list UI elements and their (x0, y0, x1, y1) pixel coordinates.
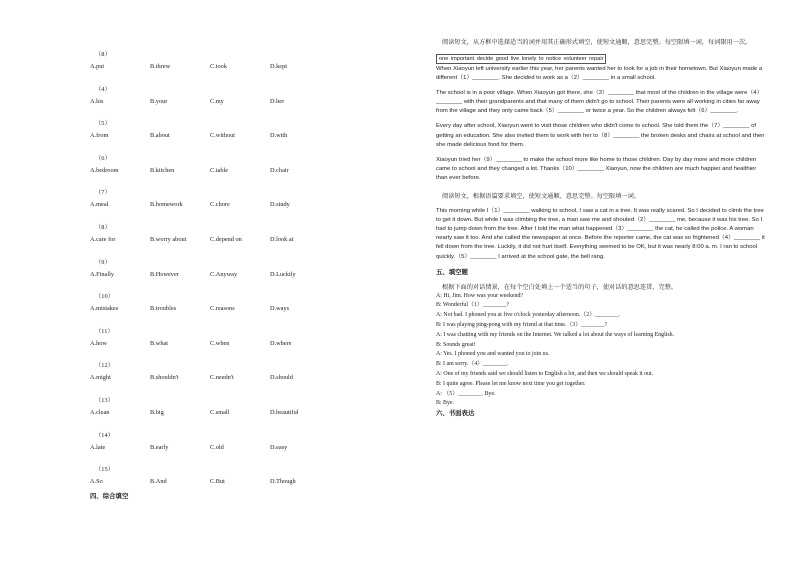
option-c[interactable]: C.took (210, 63, 227, 70)
passage1-instruction: 阅读短文，从方框中选择适当的词并用其正确形式填空，使短文通顺，意思完整。每空限填一词，每词限用一次。 (442, 39, 752, 46)
option-d[interactable]: D.her (270, 97, 285, 105)
option-a[interactable]: A.from (90, 132, 109, 140)
option-b[interactable]: B.worry about (150, 235, 187, 243)
option-row (90, 166, 390, 176)
option-b[interactable]: B.shouldn't (150, 374, 179, 382)
dialogue-line: B: Sounds great! (436, 341, 476, 348)
option-a[interactable]: A.So (90, 478, 103, 486)
option-c[interactable]: C.my (210, 97, 224, 105)
option-a[interactable]: A.might (90, 374, 111, 382)
dialogue-line: A: I was chatting with my friends on the Internet. We talked a lot about the ways of learning English. (436, 331, 675, 338)
question-number: （8） (95, 51, 111, 58)
dialogue-line: A: Hi, Jim. How was your weekend? (436, 292, 524, 299)
passage2-instruction: 阅读短文，根据语篇要求填空，使短文通顺、意思完整。每空限填一词。 (442, 193, 640, 201)
option-row (90, 373, 390, 383)
option-a[interactable]: A.put (90, 63, 105, 70)
option-b[interactable]: B.kitchen (150, 166, 175, 174)
dialogue-line: B: Wonderful（1）________? (436, 302, 509, 309)
question-number: （8） (95, 223, 111, 231)
dialogue-line: B: I quite agree. Please let me know next time you get together. (436, 380, 586, 387)
question-block (90, 117, 390, 152)
option-row (90, 200, 390, 210)
option-row (90, 339, 390, 349)
dialogue-line: B: Bye. (436, 400, 454, 407)
option-c[interactable]: C.Anyway (210, 270, 238, 278)
option-d[interactable]: D.kept (270, 63, 287, 70)
option-a[interactable]: A.Finally (90, 270, 114, 278)
option-b[interactable]: B.what (150, 339, 169, 347)
option-d[interactable]: D.ways (270, 305, 290, 313)
option-d[interactable]: D.with (270, 132, 288, 140)
question-number: （7） (95, 189, 111, 197)
question-number: （4） (95, 85, 111, 93)
option-b[interactable]: B.troubles (150, 305, 177, 313)
option-d[interactable]: D.Luckily (270, 270, 296, 278)
dialogue-line: A: One of my friends said we should listen to English a lot, and then we should speak it out. (436, 370, 654, 377)
passage2-paragraph: This morning while I（1）________ walking to school, I saw a cat in a tree. It was really scared. So I decided to climb the tree to get it down. But while I was climbing the tree, a man saw me and shouted（2）________ me, because it was his tree. So I had to jump down from the tree. After I told the man what happened（3）________ the cat, he called the police. A woman nearly saw it too. And she called the newspaper at once. Before the reporter came, the cat was so frightened（4）________ it fell down from the tree. Luckily, it did not hurt itself. Everything seemed to be OK, but it was nearly 8:00 a. m. I ran to school quickly.（5）________ I arrived at the school gate, the bell rang. (436, 208, 765, 260)
option-row (90, 443, 390, 453)
question-block (90, 186, 390, 221)
option-d[interactable]: D.beautiful (270, 408, 299, 416)
dialogue-line: B: I was playing ping-pong with my friend at that time.（3）________? (436, 321, 608, 328)
option-a[interactable]: A.bedroom (90, 166, 119, 174)
option-d[interactable]: D.look at (270, 235, 294, 243)
option-d[interactable]: D.study (270, 201, 290, 209)
option-row (90, 131, 390, 141)
option-c[interactable]: C.But (210, 478, 225, 486)
option-row (90, 408, 390, 418)
question-block (90, 83, 390, 118)
question-block (90, 152, 390, 187)
option-c[interactable]: C.old (210, 443, 224, 451)
option-b[interactable]: B.And (150, 478, 167, 486)
option-c[interactable]: C.table (210, 166, 229, 174)
question-number: （6） (95, 154, 111, 162)
option-b[interactable]: B.threw (150, 63, 171, 70)
option-c[interactable]: C.when (210, 339, 230, 347)
option-c[interactable]: C.small (210, 408, 230, 416)
question-block (90, 325, 390, 360)
option-a[interactable]: A.care for (90, 235, 116, 243)
passage1-paragraph: Every day after school, Xiaoyun went to visit those children who didn't come to school. She told them the（7）________ of getting an education. She also invited them to work with her to（8）________ the broken desks and chairs at school and then she made delicious food for them. (436, 123, 765, 148)
option-a[interactable]: A.how (90, 339, 107, 347)
option-c[interactable]: C.needn't (210, 374, 234, 382)
word-box: one important decide good live lonely to notice volunteer repair (436, 54, 606, 64)
question-block (90, 429, 390, 464)
passage1-paragraph: When Xiaoyun left university earlier this year, her parents wanted her to look for a job in their hometown. But Xiaoyun made a different（1）________. She decided to work as a（2）________ in a small school. (436, 66, 763, 82)
option-a[interactable]: A.mistakes (90, 305, 119, 313)
dialogue-line: B: I am sorry.（4）________. (436, 361, 509, 368)
option-b[interactable]: B.your (150, 97, 168, 105)
question-number: （10） (95, 293, 114, 301)
dialogue-line: A: Not bad. I phoned you at five o'clock yesterday afternoon.（2）________. (436, 312, 621, 319)
question-number: （5） (95, 120, 111, 128)
passage1-paragraph: The school is in a poor village. When Xiaoyun got there, she（3）________ that most of the children in the village were（4）________ with their grandparents and that many of them didn't go to school. Their parents were all working in cities far away from the village and they only came back（5）________ or twice a year. So the children always felt（6）________. (436, 90, 763, 115)
question-block (90, 48, 390, 83)
question-number: （13） (95, 396, 114, 404)
option-row (90, 304, 390, 314)
question-number: （9） (95, 258, 111, 266)
option-c[interactable]: C.without (210, 132, 236, 140)
option-b[interactable]: B.early (150, 443, 169, 451)
dialogue-line: A: （5）________. Bye. (436, 390, 496, 397)
option-b[interactable]: B.about (150, 132, 170, 140)
passage1-paragraph: Xiaoyun tried her（9）________ to make the school more like home to those children. Day by day more and more children came to school and they changed a lot. Thanks（10）________ Xiaoyun, now the children are much happier and healthier than ever before. (436, 156, 757, 181)
option-row (90, 477, 390, 487)
option-c[interactable]: C.reasons (210, 305, 235, 313)
question-number: （11） (95, 327, 114, 335)
option-b[interactable]: B.However (150, 270, 179, 278)
section-title-fill-in: 五、填空题 (436, 268, 468, 276)
section-title-writing: 六、书面表达 (436, 410, 475, 418)
question-number: （12） (95, 362, 114, 370)
option-d[interactable]: D.chair (270, 166, 289, 174)
option-d[interactable]: D.easy (270, 443, 288, 451)
option-row (90, 97, 390, 107)
option-row (90, 62, 390, 72)
option-row (90, 235, 390, 245)
right-column (436, 38, 768, 418)
option-b[interactable]: B.big (150, 408, 164, 416)
question-block (90, 290, 390, 325)
option-c[interactable]: C.depend on (210, 235, 242, 243)
option-a[interactable]: A.late (90, 443, 106, 451)
option-c[interactable]: C.chore (210, 201, 230, 209)
option-a[interactable]: A.his (90, 97, 104, 105)
option-b[interactable]: B.homework (150, 201, 183, 209)
dialogue-line: A: Yes. I phoned you and wanted you to join us. (436, 351, 550, 358)
section-title-cloze: 四、综合填空 (90, 493, 129, 500)
question-number: （15） (95, 466, 114, 474)
option-d[interactable]: D.Though (270, 478, 296, 486)
option-d[interactable]: D.should (270, 374, 293, 382)
question-block (90, 394, 390, 429)
left-column (90, 48, 390, 498)
question-block (90, 463, 390, 498)
question-block (90, 359, 390, 394)
question-block (90, 256, 390, 291)
question-number: （14） (95, 431, 114, 439)
option-a[interactable]: A.meal (90, 201, 109, 209)
option-a[interactable]: A.clean (90, 408, 110, 416)
question-block (90, 221, 390, 256)
option-d[interactable]: D.where (270, 339, 292, 347)
option-row (90, 270, 390, 280)
dialogue-instruction: 根据下面的对话情景，在每个空白处填上一个适当的句子，使对话的意思连贯、完整。 (442, 283, 678, 291)
